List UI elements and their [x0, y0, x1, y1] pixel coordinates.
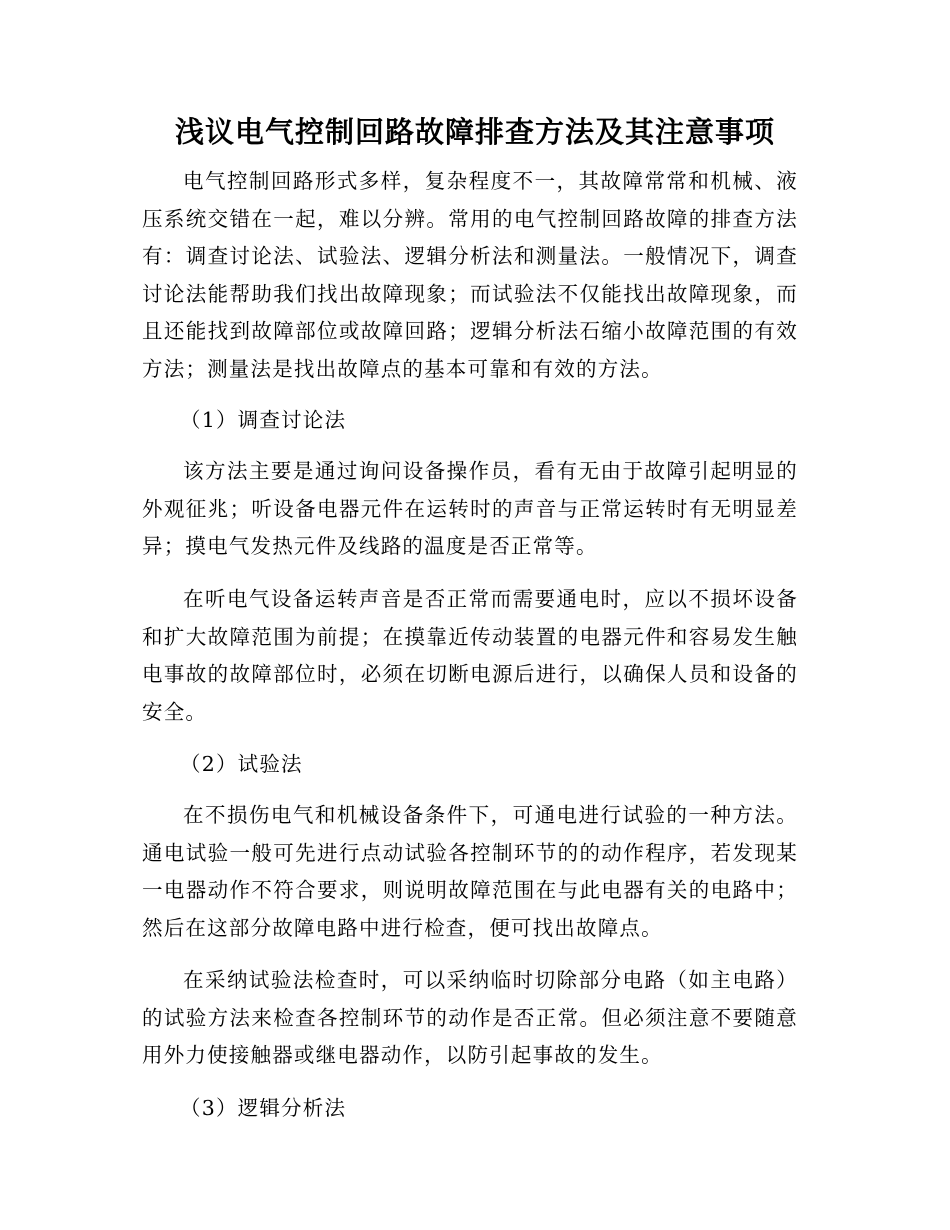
paragraph-survey-safety: 在听电气设备运转声音是否正常而需要通电时，应以不损坏设备和扩大故障范围为前提；在摸靠近传动装置的电器元件和容易发生触电事故的故障部位时，必须在切断电源后进行，以确保人员和设备的安全。 — [142, 587, 798, 724]
intro-paragraph: 电气控制回路形式多样，复杂程度不一，其故障常常和机械、液压系统交错在一起，难以分辨。常用的电气控制回路故障的排查方法有：调查讨论法、试验法、逻辑分析法和测量法。一般情况下，调查讨论法能帮助我们找出故障现象；而试验法不仅能找出故障现象，而且还能找到故障部位或故障回路；逻辑分析法石缩小故障范围的有效方法；测量法是找出故障点的基本可靠和有效的方法。 — [142, 169, 798, 381]
section-heading-survey: （1）调查讨论法 — [180, 408, 347, 432]
paragraph-survey-method: 该方法主要是通过询问设备操作员，看有无由于故障引起明显的外观征兆；听设备电器元件在运转时的声音与正常运转时有无明显差异；摸电气发热元件及线路的温度是否正常等。 — [142, 459, 798, 559]
section-heading-logic: （3）逻辑分析法 — [180, 1096, 347, 1120]
paragraph-test-method: 在不损伤电气和机械设备条件下，可通电进行试验的一种方法。通电试验一般可先进行点动试验各控制环节的的动作程序，若发现某一电器动作不符合要求，则说明故障范围在与此电器有关的电路中；然后在这部分故障电路中进行检查，便可找出故障点。 — [142, 803, 798, 940]
document-title: 浅议电气控制回路故障排查方法及其注意事项 — [174, 115, 775, 149]
section-heading-test: （2）试验法 — [180, 752, 303, 776]
paragraph-test-caution: 在采纳试验法检查时，可以采纳临时切除部分电路（如主电路）的试验方法来检查各控制环节的动作是否正常。但必须注意不要随意用外力使接触器或继电器动作，以防引起事故的发生。 — [142, 968, 798, 1068]
